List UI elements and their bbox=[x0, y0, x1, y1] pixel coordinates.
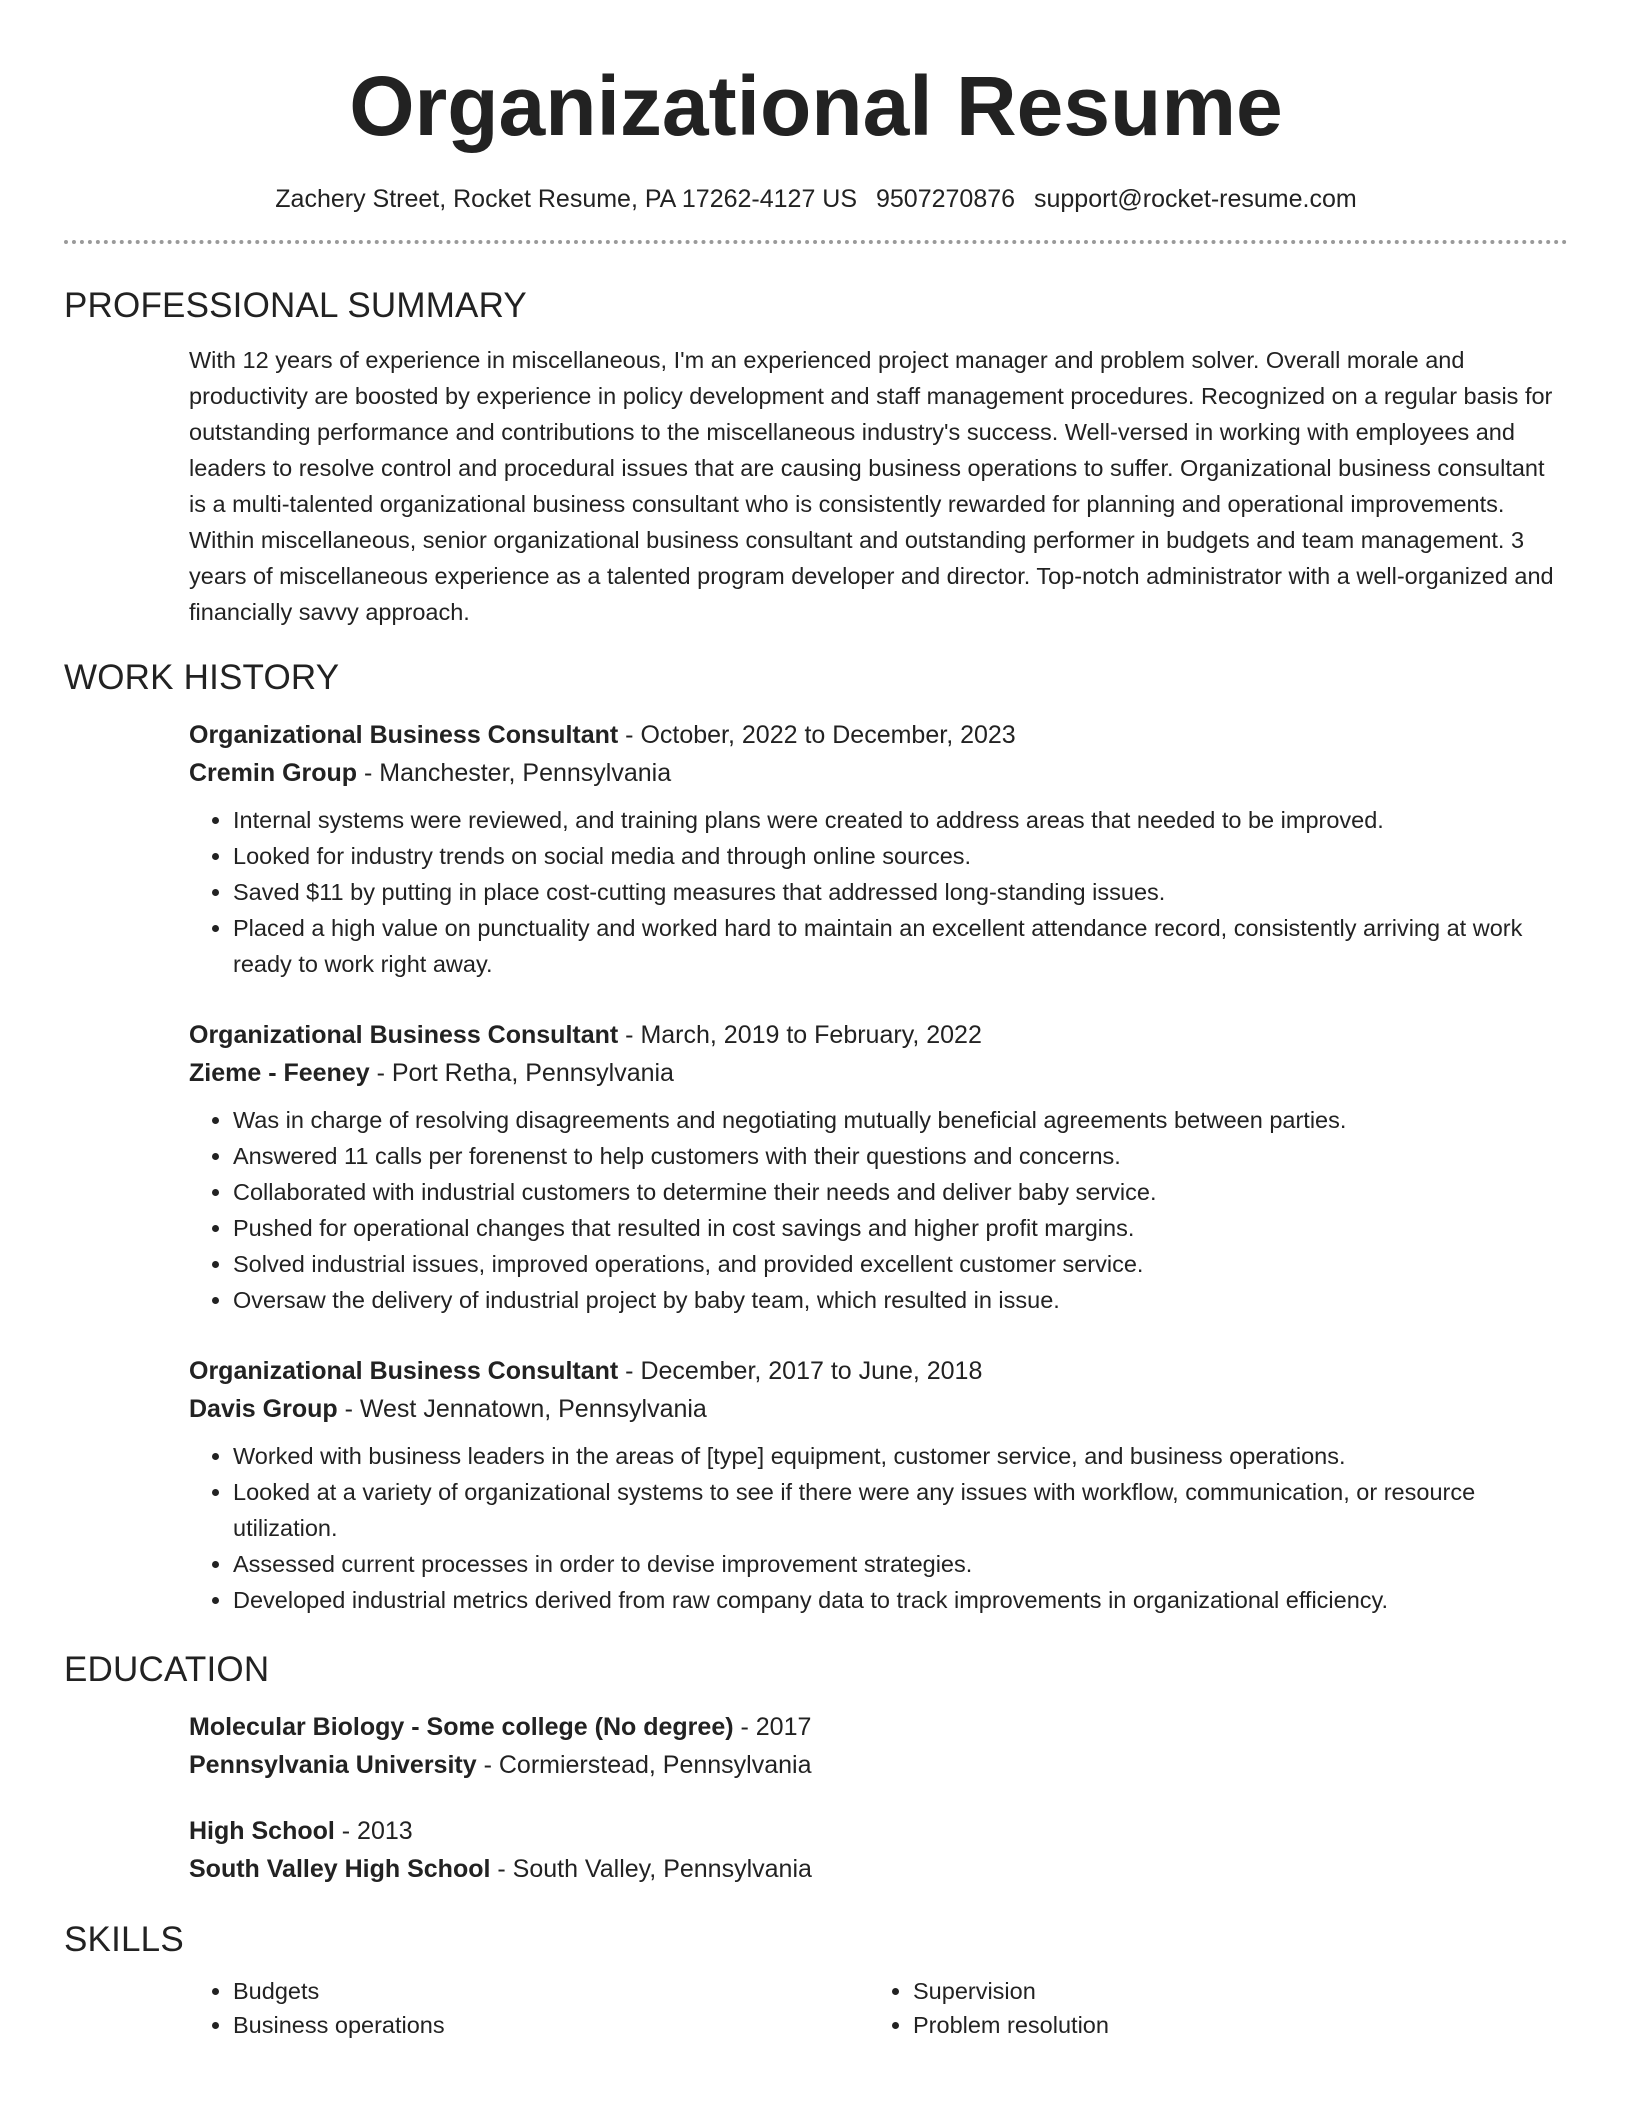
job-company: Davis Group bbox=[189, 1395, 338, 1423]
job-company-line bbox=[189, 1390, 1568, 1428]
job-bullet: • Placed a high value on punctuality and worked hard to maintain an excellent attendance record, consistently arriving at work ready to work right away. bbox=[233, 910, 1568, 982]
skill-item: • Problem resolution bbox=[913, 2008, 1549, 2042]
education-degree: Molecular Biology - Some college (No degree) bbox=[189, 1713, 734, 1741]
skill-item: • Supervision bbox=[913, 1974, 1549, 2008]
summary-section bbox=[64, 342, 1568, 630]
resume-title: Organizational Resume bbox=[349, 59, 1283, 153]
education-degree-line bbox=[189, 1812, 1568, 1850]
job-bullets bbox=[189, 802, 1568, 982]
job-bullet: • Looked at a variety of organizational systems to see if there were any issues with workflow, communication, or resource utilization. bbox=[233, 1474, 1568, 1546]
job-bullets bbox=[189, 1102, 1568, 1318]
summary-heading: PROFESSIONAL SUMMARY bbox=[64, 286, 527, 325]
education-school-line bbox=[189, 1746, 1568, 1784]
education-entry bbox=[189, 1812, 1568, 1888]
work-history-heading: WORK HISTORY bbox=[64, 658, 340, 697]
job-bullet: • Assessed current processes in order to devise improvement strategies. bbox=[233, 1546, 1568, 1582]
education-entry bbox=[189, 1708, 1568, 1784]
job-bullet: • Looked for industry trends on social media and through online sources. bbox=[233, 838, 1568, 874]
job-company-line bbox=[189, 754, 1568, 792]
job-dates: - October, 2022 to December, 2023 bbox=[618, 721, 1016, 749]
job-bullet: • Worked with business leaders in the areas of [type] equipment, customer service, and business operations. bbox=[233, 1438, 1568, 1474]
job-bullet: • Oversaw the delivery of industrial project by baby team, which resulted in issue. bbox=[233, 1282, 1568, 1318]
job-company: Zieme - Feeney bbox=[189, 1059, 370, 1087]
job-dates: - March, 2019 to February, 2022 bbox=[618, 1021, 982, 1049]
education-school: Pennsylvania University bbox=[189, 1751, 477, 1779]
job-title-line bbox=[189, 1352, 1568, 1390]
job-title: Organizational Business Consultant bbox=[189, 1021, 619, 1049]
job-location: - West Jennatown, Pennsylvania bbox=[337, 1395, 707, 1423]
education-degree-line bbox=[189, 1708, 1568, 1746]
education-section bbox=[64, 1708, 1568, 1888]
job-title: Organizational Business Consultant bbox=[189, 721, 619, 749]
job-location: - Port Retha, Pennsylvania bbox=[369, 1059, 674, 1087]
job-bullet: • Internal systems were reviewed, and training plans were created to address areas that needed to be improved. bbox=[233, 802, 1568, 838]
job-title-line bbox=[189, 716, 1568, 754]
skills-section bbox=[64, 1974, 1568, 2042]
job-bullet: • Developed industrial metrics derived from raw company data to track improvements in organizational efficiency. bbox=[233, 1582, 1568, 1618]
job-bullet: • Saved $11 by putting in place cost-cutting measures that addressed long-standing issues. bbox=[233, 874, 1568, 910]
job-title-line bbox=[189, 1016, 1568, 1054]
education-year: - 2013 bbox=[334, 1817, 413, 1845]
job-bullets bbox=[189, 1438, 1568, 1618]
contact-address: Zachery Street, Rocket Resume, PA 17262-4127 US bbox=[275, 185, 858, 213]
education-location: - South Valley, Pennsylvania bbox=[490, 1855, 812, 1883]
job-title: Organizational Business Consultant bbox=[189, 1357, 619, 1385]
education-year: - 2017 bbox=[733, 1713, 812, 1741]
job-entry bbox=[189, 1016, 1568, 1318]
skills-grid bbox=[189, 1974, 1568, 2042]
job-dates: - December, 2017 to June, 2018 bbox=[618, 1357, 983, 1385]
job-bullet: • Pushed for operational changes that resulted in cost savings and higher profit margins. bbox=[233, 1210, 1568, 1246]
job-entry bbox=[189, 716, 1568, 982]
header-divider bbox=[64, 240, 1568, 244]
job-company: Cremin Group bbox=[189, 759, 358, 787]
contact-info bbox=[64, 182, 1568, 216]
skill-item: • Budgets bbox=[233, 1974, 869, 2008]
work-history-section bbox=[64, 716, 1568, 1618]
education-school-line bbox=[189, 1850, 1568, 1888]
skill-item: • Business operations bbox=[233, 2008, 869, 2042]
education-school: South Valley High School bbox=[189, 1855, 491, 1883]
skills-list-right bbox=[869, 1974, 1549, 2042]
job-bullet: • Was in charge of resolving disagreements and negotiating mutually beneficial agreements between parties. bbox=[233, 1102, 1568, 1138]
job-bullet: • Collaborated with industrial customers to determine their needs and deliver baby service. bbox=[233, 1174, 1568, 1210]
job-entry bbox=[189, 1352, 1568, 1618]
job-company-line bbox=[189, 1054, 1568, 1092]
job-bullet: • Solved industrial issues, improved operations, and provided excellent customer service. bbox=[233, 1246, 1568, 1282]
education-degree: High School bbox=[189, 1817, 335, 1845]
education-location: - Cormierstead, Pennsylvania bbox=[476, 1751, 812, 1779]
summary-text: With 12 years of experience in miscellaneous, I'm an experienced project manager and problem solver. Overall morale and productivity are boosted by experience in policy development and staff management procedures. Recognized on a regular basis for outstanding performance and contributions to the miscellaneous industry's success. Well-versed in working with employees and leaders to resolve control and procedural issues that are causing business operations to suffer. Organizational business consultant is a multi-talented organizational business consultant who is consistently rewarded for planning and operational improvements. Within miscellaneous, senior organizational business consultant and outstanding performer in budgets and team management. 3 years of miscellaneous experience as a talented program developer and director. Top-notch administrator with a well-organized and financially savvy approach. bbox=[189, 347, 1554, 625]
contact-phone: 9507270876 bbox=[876, 185, 1016, 213]
skills-heading: SKILLS bbox=[64, 1920, 184, 1959]
education-heading: EDUCATION bbox=[64, 1650, 270, 1689]
contact-email: support@rocket-resume.com bbox=[1034, 185, 1357, 213]
job-location: - Manchester, Pennsylvania bbox=[357, 759, 672, 787]
job-bullet: • Answered 11 calls per forenenst to help customers with their questions and concerns. bbox=[233, 1138, 1568, 1174]
skills-list-left bbox=[189, 1974, 869, 2042]
